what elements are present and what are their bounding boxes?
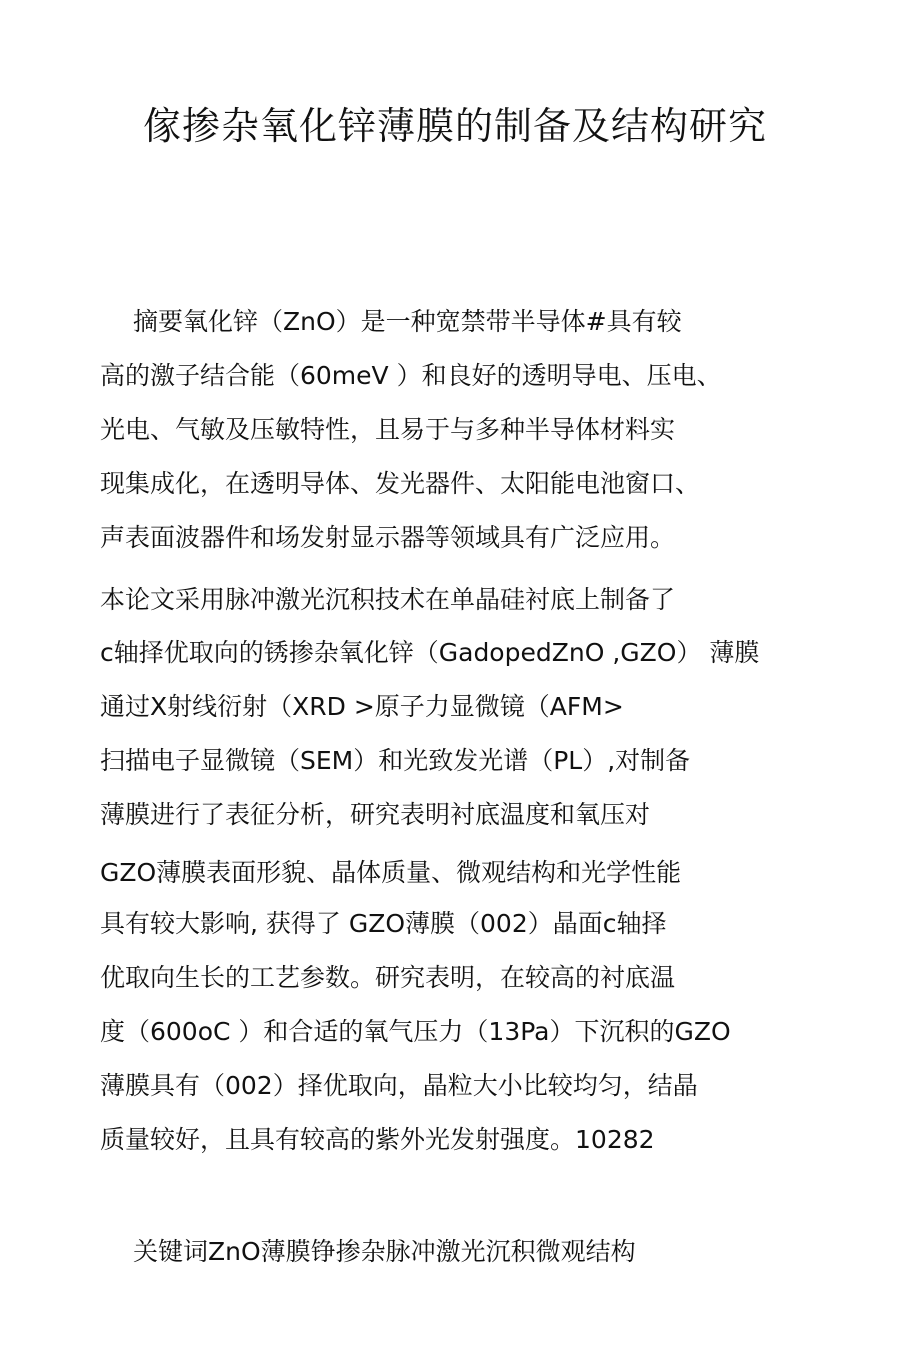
document-title: 傢掺杂氧化锌薄膜的制备及结构研究 [142,104,767,148]
abstract-line: 通过X射线衍射（XRD >原子力显微镜（AFM> [100,692,624,721]
abstract-line: 质量较好，且具有较高的紫外光发射强度。10282 [100,1125,655,1154]
abstract-line: 薄膜具有（002）择优取向，晶粒大小比较均匀，结晶 [100,1071,698,1100]
abstract-line: 现集成化，在透明导体、发光器件、太阳能电池窗口、 [100,469,701,498]
keywords-line: 关键词ZnO薄膜铮掺杂脉冲激光沉积微观结构 [133,1237,636,1266]
abstract-line: 扫描电子显微镜（SEM）和光致发光谱（PL）,对制备 [100,746,691,775]
abstract-line: 具有较大影响, 获得了 GZO薄膜（002）晶面c轴择 [100,909,667,938]
abstract-line: 声表面波器件和场发射显示器等领域具有广泛应用。 [100,523,676,552]
abstract-line: 薄膜进行了表征分析，研究表明衬底温度和氧压对 [100,800,651,829]
abstract-line: 本论文采用脉冲激光沉积技术在单晶硅衬底上制备了 [100,585,676,614]
abstract-line: GZO薄膜表面形貌、晶体质量、微观结构和光学性能 [100,858,682,887]
abstract-line: 度（600oC ）和合适的氧气压力（13Pa）下沉积的GZO [100,1017,731,1046]
abstract-line: 高的激子结合能（60meV ）和良好的透明导电、压电、 [100,361,722,390]
abstract-line: 光电、气敏及压敏特性，且易于与多种半导体材料实 [100,415,676,444]
abstract-line: 摘要氧化锌（ZnO）是一种宽禁带半导体#具有较 [133,307,682,336]
abstract-line: c轴择优取向的锈掺杂氧化锌（GadopedZnO ,GZO） 薄膜 [100,638,760,667]
abstract-line: 优取向生长的工艺参数。研究表明，在较高的衬底温 [100,963,676,992]
